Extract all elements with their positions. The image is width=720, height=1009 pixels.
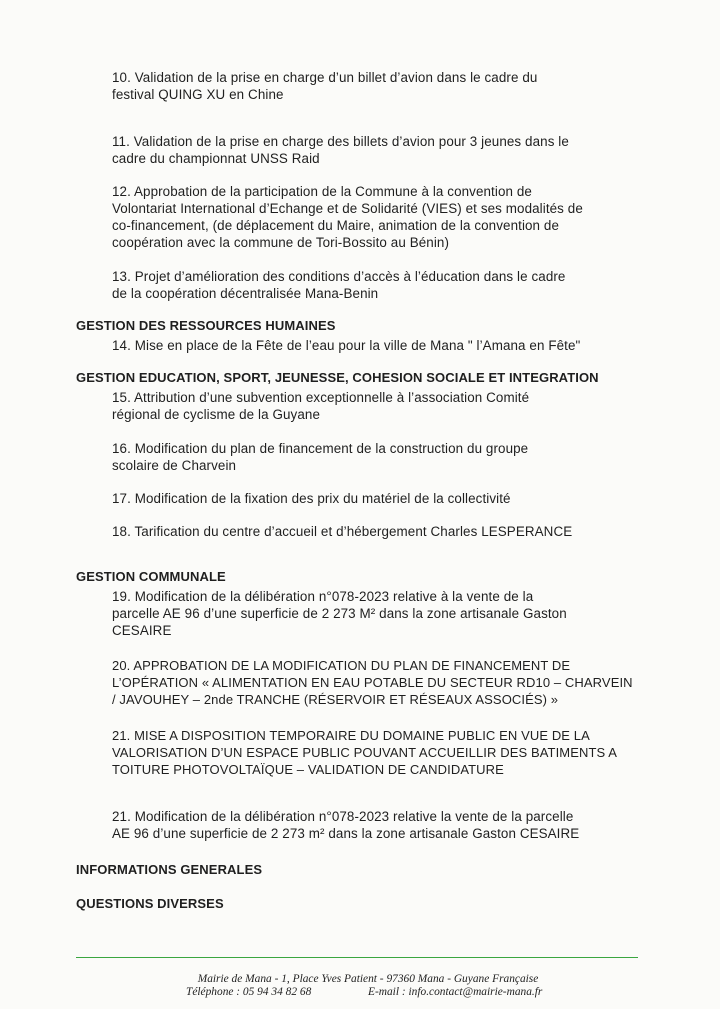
agenda-item-line: scolaire de Charvein [112, 458, 237, 473]
agenda-item-line: AE 96 d’une superficie de 2 273 m² dans la zone artisanale Gaston CESAIRE [112, 826, 580, 841]
section-heading-communale: GESTION COMMUNALE [76, 569, 226, 584]
agenda-item-line: 12. Approbation de la participation de la Commune à la convention de [112, 184, 532, 199]
agenda-item-line: 20. APPROBATION DE LA MODIFICATION DU PLAN DE FINANCEMENT DE [112, 658, 571, 673]
agenda-item-21-mise-a-disposition [112, 727, 672, 778]
agenda-item-20 [112, 657, 672, 708]
footer-email: E-mail : info.contact@mairie-mana.fr [368, 986, 543, 998]
agenda-item-line: 21. MISE A DISPOSITION TEMPORAIRE DU DOMAINE PUBLIC EN VUE DE LA [112, 728, 590, 743]
agenda-item-line: de la coopération décentralisée Mana-Benin [112, 286, 379, 301]
agenda-item-line: 17. Modification de la fixation des prix du matériel de la collectivité [112, 491, 511, 506]
agenda-item-line: 19. Modification de la délibération n°078-2023 relative à la vente de la [112, 589, 534, 604]
agenda-item-line: 21. Modification de la délibération n°078-2023 relative la vente de la parcelle [112, 809, 574, 824]
section-heading-informations: INFORMATIONS GENERALES [76, 862, 263, 877]
agenda-item-line: festival QUING XU en Chine [112, 87, 284, 102]
agenda-item-line: parcelle AE 96 d’une superficie de 2 273 M² dans la zone artisanale Gaston [112, 606, 567, 621]
agenda-item-line: 11. Validation de la prise en charge des billets d’avion pour 3 jeunes dans le [112, 134, 569, 149]
agenda-item-12 [112, 183, 672, 251]
agenda-item-17 [112, 490, 672, 507]
agenda-item-line: Volontariat International d’Echange et de Solidarité (VIES) et ses modalités de [112, 201, 583, 216]
agenda-item-line: 18. Tarification du centre d’accueil et d’hébergement Charles LESPERANCE [112, 524, 573, 539]
footer-telephone: Téléphone : 05 94 34 82 68 [186, 986, 312, 998]
agenda-item-line: coopération avec la commune de Tori-Bossito au Bénin) [112, 235, 450, 250]
agenda-item-21-modification [112, 808, 672, 842]
agenda-item-line: 10. Validation de la prise en charge d’un billet d’avion dans le cadre du [112, 70, 538, 85]
section-heading-rh: GESTION DES RESSOURCES HUMAINES [76, 318, 336, 333]
footer-address: Mairie de Mana - 1, Place Yves Patient - 97360 Mana - Guyane Française [197, 973, 539, 985]
agenda-item-line: cadre du championnat UNSS Raid [112, 151, 320, 166]
agenda-item-line: / JAVOUHEY – 2nde TRANCHE (RÉSERVOIR ET RÉSEAUX ASSOCIÉS) » [112, 692, 559, 707]
agenda-item-line: 15. Attribution d’une subvention exceptionnelle à l’association Comité [112, 390, 530, 405]
footer-divider [76, 957, 638, 958]
agenda-item-16 [112, 440, 672, 474]
agenda-item-line: 13. Projet d’amélioration des conditions d’accès à l’éducation dans le cadre [112, 269, 566, 284]
agenda-item-11 [112, 133, 672, 167]
agenda-item-line: TOITURE PHOTOVOLTAÏQUE – VALIDATION DE CANDIDATURE [112, 762, 504, 777]
agenda-item-13 [112, 268, 672, 302]
section-heading-questions: QUESTIONS DIVERSES [76, 896, 224, 911]
agenda-item-14 [112, 337, 672, 354]
agenda-item-line: co-financement, (de déplacement du Maire, animation de la convention de [112, 218, 560, 233]
agenda-item-10 [112, 69, 672, 103]
agenda-item-15 [112, 389, 672, 423]
section-heading-education: GESTION EDUCATION, SPORT, JEUNESSE, COHESION SOCIALE ET INTEGRATION [76, 370, 599, 385]
agenda-item-line: VALORISATION D’UN ESPACE PUBLIC POUVANT ACCUEILLIR DES BATIMENTS A [112, 745, 618, 760]
agenda-item-19 [112, 588, 672, 639]
agenda-item-line: 16. Modification du plan de financement de la construction du groupe [112, 441, 529, 456]
agenda-item-18 [112, 523, 672, 540]
agenda-item-line: L’OPÉRATION « ALIMENTATION EN EAU POTABLE DU SECTEUR RD10 – CHARVEIN [112, 675, 633, 690]
agenda-item-line: CESAIRE [112, 623, 172, 638]
agenda-item-line: 14. Mise en place de la Fête de l’eau pour la ville de Mana " l’Amana en Fête" [112, 338, 581, 353]
agenda-item-line: régional de cyclisme de la Guyane [112, 407, 320, 422]
